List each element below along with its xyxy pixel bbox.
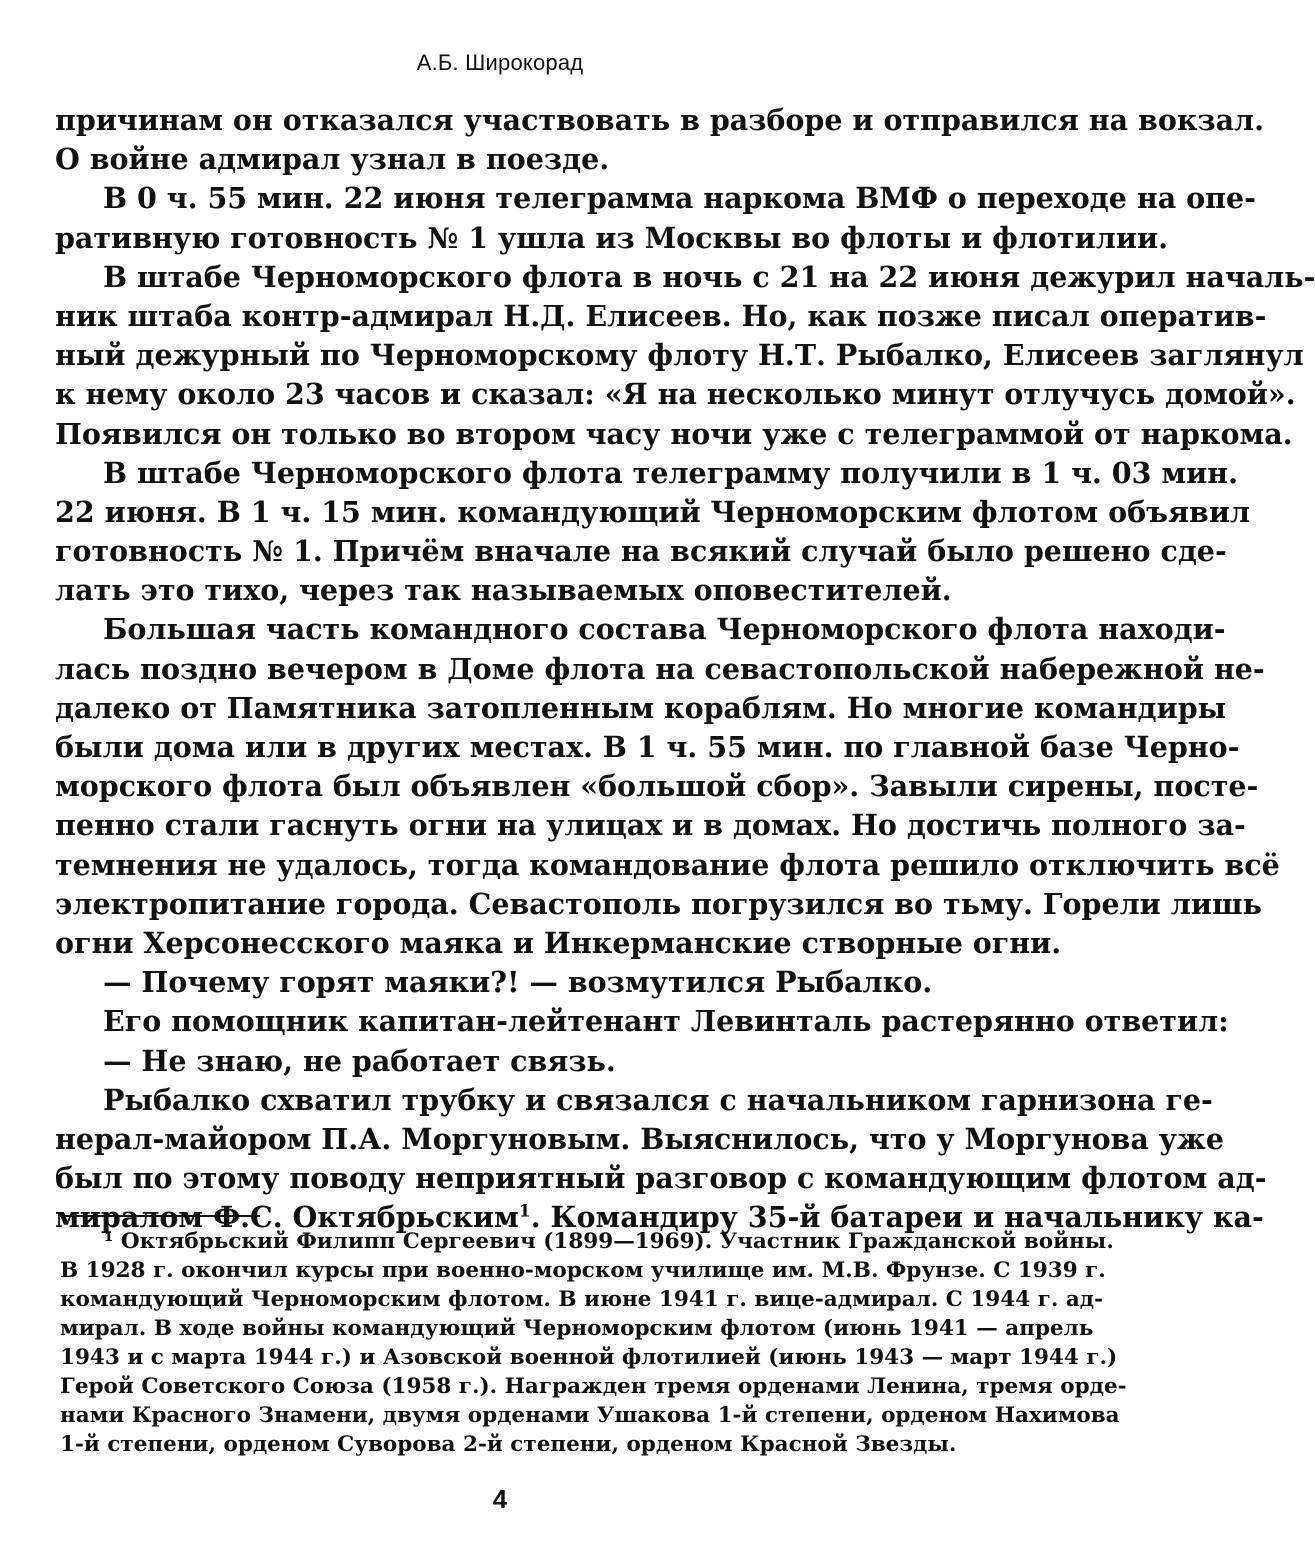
text-line: огни Херсонесского маяка и Инкерманские створные огни. bbox=[55, 925, 1062, 960]
page-number: 4 bbox=[492, 1484, 508, 1514]
footnote-line: мирал. В ходе войны командующий Черноморским флотом (июнь 1941 — апрель bbox=[60, 1316, 1094, 1341]
footnote-separator bbox=[60, 1215, 260, 1217]
footnote-line: нами Красного Знамени, двумя орденами Ушакова 1-й степени, орденом Нахимова bbox=[60, 1403, 1120, 1428]
text-fragment: миралом Ф.С. Октябрьским bbox=[55, 1200, 519, 1235]
dialogue-line: — Не знаю, не работает связь. bbox=[103, 1043, 616, 1078]
text-line: к нему около 23 часов и сказал: «Я на несколько минут отлучусь домой». bbox=[55, 377, 1296, 412]
text-line: В штабе Черноморского флота в ночь с 21 на 22 июня дежурил началь- bbox=[103, 259, 1315, 294]
running-header: А.Б. Широкорад bbox=[416, 50, 584, 75]
text-line: был по этому поводу неприятный разговор с командующим флотом ад- bbox=[55, 1161, 1267, 1196]
text-line: ративную готовность № 1 ушла из Москвы во флоты и флотилии. bbox=[55, 220, 1169, 255]
text-line: ный дежурный по Черноморскому флоту Н.Т. Рыбалко, Елисеев заглянул bbox=[55, 338, 1304, 373]
text-line: были дома или в других местах. В 1 ч. 55 мин. по главной базе Черно- bbox=[55, 730, 1240, 764]
text-line: далеко от Памятника затопленным кораблям. Но многие командиры bbox=[55, 690, 1227, 725]
text-line: 22 июня. В 1 ч. 15 мин. командующий Черноморским флотом объявил bbox=[55, 494, 1251, 529]
footnote-line: В 1928 г. окончил курсы при военно-морском училище им. М.В. Фрунзе. С 1939 г. bbox=[60, 1258, 1106, 1283]
text-fragment: . Командиру 35-й батареи и начальнику ка- bbox=[530, 1200, 1264, 1235]
footnote-line: ¹ Октябрьский Филипп Сергеевич (1899—1969). Участник Гражданской войны. bbox=[104, 1229, 1114, 1254]
footnote-line: командующий Черноморским флотом. В июне 1941 г. вице-адмирал. С 1944 г. ад- bbox=[60, 1287, 1104, 1312]
text-line: О войне адмирал узнал в поезде. bbox=[55, 142, 610, 177]
text-line: морского флота был объявлен «большой сбор». Завыли сирены, посте- bbox=[55, 769, 1259, 804]
text-line: причинам он отказался участвовать в разборе и отправился на вокзал. bbox=[55, 103, 1265, 137]
text-line: электропитание города. Севастополь погрузился во тьму. Горели лишь bbox=[55, 886, 1262, 921]
text-line: лась поздно вечером в Доме флота на севастопольской набережной не- bbox=[55, 651, 1265, 686]
dialogue-line: — Почему горят маяки?! — возмутился Рыбалко. bbox=[103, 965, 933, 1000]
text-line: Рыбалко схватил трубку и связался с начальником гарнизона ге- bbox=[103, 1082, 1213, 1117]
text-line: готовность № 1. Причём вначале на всякий случай было решено сде- bbox=[55, 534, 1227, 569]
text-line: Большая часть командного состава Черноморского флота находи- bbox=[103, 612, 1226, 647]
footnote bbox=[60, 1227, 1127, 1459]
main-text bbox=[55, 101, 1315, 1237]
text-line: пенно стали гаснуть огни на улицах и в домах. Но достичь полного за- bbox=[55, 808, 1246, 843]
text-line: В штабе Черноморского флота телеграмму получили в 1 ч. 03 мин. bbox=[103, 455, 1239, 490]
footnote-line: 1-й степени, орденом Суворова 2-й степени, орденом Красной Звезды. bbox=[60, 1432, 957, 1457]
text-line: нерал-майором П.А. Моргуновым. Выяснилось, что у Моргунова уже bbox=[55, 1121, 1224, 1156]
text-line: Его помощник капитан-лейтенант Левинталь растерянно ответил: bbox=[103, 1004, 1229, 1039]
footnote-reference[interactable]: 1 bbox=[518, 1201, 531, 1222]
text-line: лать это тихо, через так называемых оповестителей. bbox=[55, 573, 952, 608]
text-line: темнения не удалось, тогда командование флота решило отключить всё bbox=[55, 847, 1280, 882]
text-line: В 0 ч. 55 мин. 22 июня телеграмма наркома ВМФ о переходе на опе- bbox=[103, 181, 1256, 216]
footnote-line: 1943 и с марта 1944 г.) и Азовской военной флотилией (июнь 1943 — март 1944 г.) bbox=[60, 1345, 1118, 1370]
footnote-line: Герой Советского Союза (1958 г.). Награжден тремя орденами Ленина, тремя орде- bbox=[60, 1374, 1127, 1399]
text-line: ник штаба контр-адмирал Н.Д. Елисеев. Но, как позже писал оператив- bbox=[55, 298, 1267, 333]
text-line: Появился он только во втором часу ночи уже с телеграммой от наркома. bbox=[55, 416, 1293, 451]
